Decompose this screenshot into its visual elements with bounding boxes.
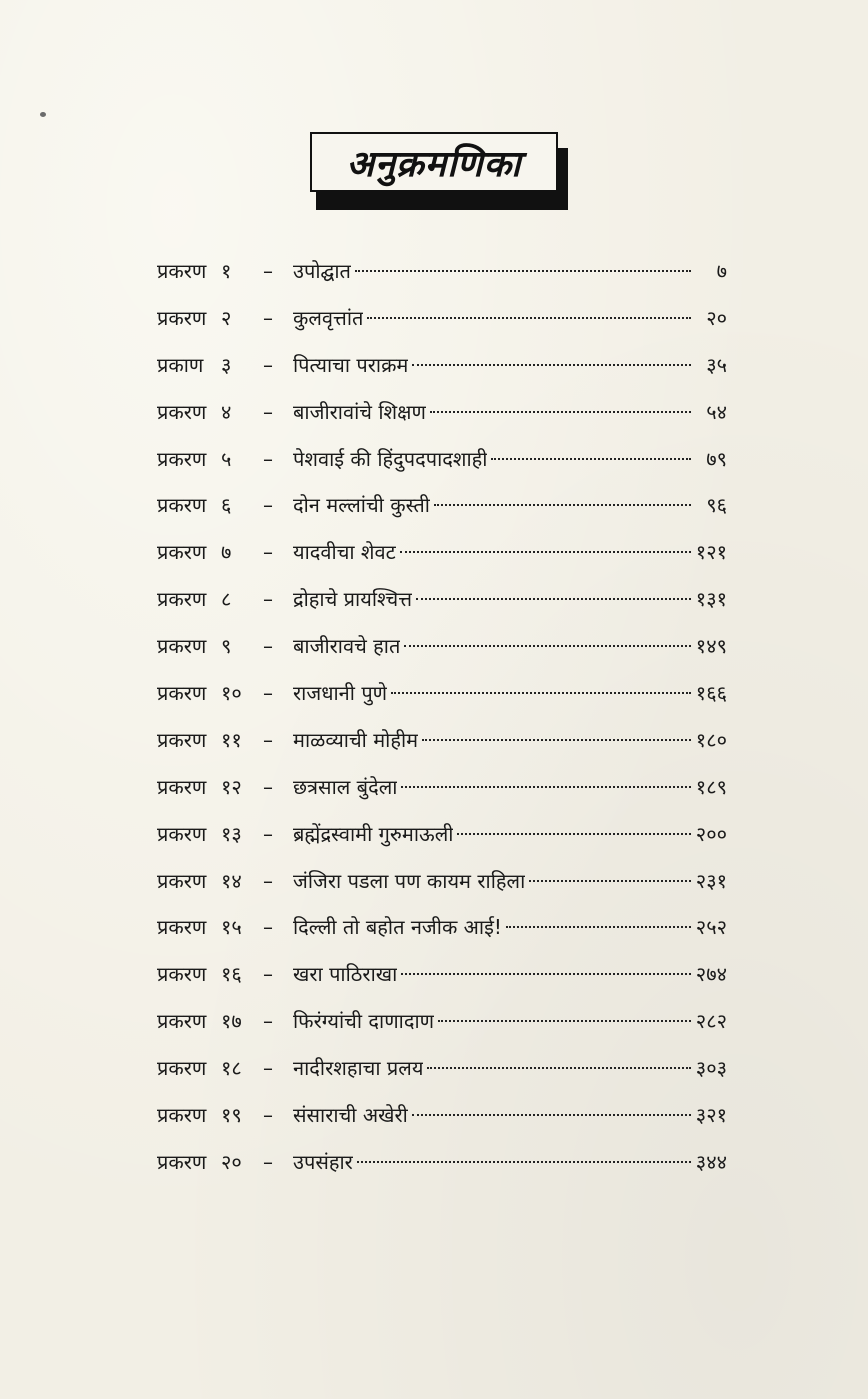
chapter-number: ७	[221, 540, 232, 565]
chapter-title: दिल्ली तो बहोत नजीक आई!	[293, 915, 502, 940]
chapter-dash: –	[263, 352, 273, 377]
leader-dots	[430, 411, 691, 413]
chapter-number: १६	[221, 962, 242, 987]
page-number: २७४	[695, 962, 727, 987]
chapter-number: १५	[221, 915, 242, 940]
leader-dots	[401, 973, 691, 975]
chapter-label	[157, 725, 293, 755]
chapter-label	[157, 866, 293, 896]
chapter-prefix: प्रकरण	[157, 1009, 207, 1034]
chapter-prefix: प्रकरण	[157, 681, 207, 706]
toc-entry	[157, 256, 727, 303]
chapter-title: कुलवृत्तांत	[293, 305, 364, 330]
chapter-number: १९	[221, 1103, 242, 1128]
chapter-title: बाजीरावांचे शिक्षण	[293, 399, 426, 424]
chapter-title: बाजीरावचे हात	[293, 634, 401, 659]
chapter-prefix: प्रकरण	[157, 774, 207, 799]
toc-entry	[157, 631, 727, 678]
chapter-label	[157, 1053, 293, 1083]
chapter-prefix: प्रकरण	[157, 1149, 207, 1174]
page-number: २००	[695, 821, 727, 846]
toc-entry	[157, 490, 727, 537]
chapter-prefix: प्रकाण	[157, 352, 204, 377]
chapter-dash: –	[263, 1056, 273, 1081]
toc-entry	[157, 1006, 727, 1053]
page-number: ३०३	[695, 1056, 727, 1081]
chapter-prefix: प्रकरण	[157, 1056, 207, 1081]
leader-dots	[401, 786, 691, 788]
chapter-label	[157, 912, 293, 942]
page-number: ५४	[706, 399, 727, 424]
chapter-title: पेशवाई की हिंदुपदपादशाही	[293, 446, 488, 471]
chapter-number: ६	[221, 493, 232, 518]
chapter-label	[157, 350, 293, 380]
chapter-prefix: प्रकरण	[157, 540, 207, 565]
toc-entry	[157, 678, 727, 725]
chapter-number: ८	[221, 587, 232, 612]
chapter-dash: –	[263, 399, 273, 424]
chapter-label	[157, 1006, 293, 1036]
chapter-number: १४	[221, 868, 242, 893]
chapter-label	[157, 678, 293, 708]
toc-entry	[157, 444, 727, 491]
toc-entry	[157, 397, 727, 444]
chapter-title: छत्रसाल बुंदेला	[293, 774, 398, 799]
chapter-number: ५	[221, 446, 232, 471]
chapter-number: १	[221, 259, 232, 283]
leader-dots	[457, 833, 691, 835]
chapter-prefix: प्रकरण	[157, 821, 207, 846]
chapter-prefix: प्रकरण	[157, 259, 207, 283]
chapter-dash: –	[263, 587, 273, 612]
chapter-title: दोन मल्लांची कुस्ती	[293, 493, 430, 518]
chapter-number: २०	[221, 1149, 242, 1174]
page-number: १३१	[695, 587, 727, 612]
chapter-title: उपोद्घात	[293, 259, 351, 283]
page-number: ९६	[706, 493, 727, 518]
chapter-prefix: प्रकरण	[157, 399, 207, 424]
leader-dots	[491, 458, 691, 460]
chapter-dash: –	[263, 681, 273, 706]
chapter-number: २	[221, 305, 232, 330]
chapter-title: पित्याचा पराक्रम	[293, 352, 409, 377]
chapter-dash: –	[263, 868, 273, 893]
chapter-label	[157, 631, 293, 661]
leader-dots	[427, 1067, 691, 1069]
chapter-title: नादीरशहाचा प्रलय	[293, 1056, 424, 1081]
toc-entry	[157, 866, 727, 913]
chapter-number: ३	[221, 352, 232, 377]
chapter-label	[157, 772, 293, 802]
chapter-prefix: प्रकरण	[157, 868, 207, 893]
leader-dots	[438, 1020, 691, 1022]
toc-entry	[157, 959, 727, 1006]
chapter-dash: –	[263, 1009, 273, 1034]
toc-entry	[157, 537, 727, 584]
leader-dots	[506, 926, 691, 928]
chapter-prefix: प्रकरण	[157, 493, 207, 518]
leader-dots	[412, 1114, 691, 1116]
page-number: १८९	[695, 774, 727, 799]
leader-dots	[422, 739, 691, 741]
chapter-dash: –	[263, 962, 273, 987]
chapter-dash: –	[263, 634, 273, 659]
chapter-dash: –	[263, 1103, 273, 1128]
chapter-label	[157, 444, 293, 474]
chapter-label	[157, 303, 293, 333]
toc-entry	[157, 819, 727, 866]
page-number: ७	[716, 259, 727, 283]
chapter-dash: –	[263, 540, 273, 565]
leader-dots	[367, 317, 691, 319]
chapter-label	[157, 1100, 293, 1130]
chapter-title: द्रोहाचे प्रायश्चित्त	[293, 587, 413, 612]
page-number: ७९	[706, 446, 727, 471]
chapter-prefix: प्रकरण	[157, 915, 207, 940]
page-number: २८२	[695, 1009, 727, 1034]
leader-dots	[355, 270, 691, 272]
toc-entry	[157, 725, 727, 772]
toc-entry	[157, 772, 727, 819]
chapter-number: ४	[221, 399, 232, 424]
title-block	[310, 132, 568, 210]
chapter-prefix: प्रकरण	[157, 446, 207, 471]
chapter-title: उपसंहार	[293, 1149, 353, 1174]
table-of-contents	[157, 256, 727, 1194]
chapter-number: १३	[221, 821, 242, 846]
toc-entry	[157, 1100, 727, 1147]
page-number: २३१	[695, 868, 727, 893]
chapter-label	[157, 490, 293, 520]
toc-entry	[157, 1053, 727, 1100]
chapter-title: जंजिरा पडला पण कायम राहिला	[293, 868, 526, 893]
leader-dots	[529, 880, 691, 882]
toc-entry	[157, 584, 727, 631]
leader-dots	[412, 364, 691, 366]
toc-entry	[157, 350, 727, 397]
chapter-prefix: प्रकरण	[157, 587, 207, 612]
title-box	[310, 132, 558, 192]
leader-dots	[357, 1161, 691, 1163]
chapter-number: ११	[221, 727, 242, 752]
chapter-prefix: प्रकरण	[157, 305, 207, 330]
toc-entry	[157, 912, 727, 959]
chapter-label	[157, 959, 293, 989]
page-number: १८०	[695, 727, 727, 752]
chapter-prefix: प्रकरण	[157, 634, 207, 659]
chapter-dash: –	[263, 727, 273, 752]
chapter-title: खरा पाठिराखा	[293, 962, 398, 987]
chapter-label	[157, 1147, 293, 1177]
leader-dots	[400, 551, 691, 553]
chapter-title: फिरंग्यांची दाणादाण	[293, 1009, 435, 1034]
page-number: २०	[706, 305, 727, 330]
page-title: अनुक्रमणिका	[346, 143, 522, 185]
chapter-prefix: प्रकरण	[157, 727, 207, 752]
chapter-number: १८	[221, 1056, 242, 1081]
chapter-label	[157, 397, 293, 427]
page-number: ३४४	[695, 1149, 727, 1174]
page-number: २५२	[695, 915, 727, 940]
chapter-number: १२	[221, 774, 242, 799]
page-number: ३२१	[695, 1103, 727, 1128]
chapter-title: राजधानी पुणे	[293, 681, 388, 706]
chapter-prefix: प्रकरण	[157, 1103, 207, 1128]
page-number: १२१	[695, 540, 727, 565]
chapter-dash: –	[263, 821, 273, 846]
chapter-label	[157, 256, 293, 286]
chapter-title: संसाराची अखेरी	[293, 1103, 408, 1128]
chapter-label	[157, 537, 293, 567]
chapter-title: यादवीचा शेवट	[293, 540, 396, 565]
chapter-number: १७	[221, 1009, 242, 1034]
page-number: १६६	[695, 681, 727, 706]
chapter-title: माळव्याची मोहीम	[293, 727, 419, 752]
leader-dots	[391, 692, 691, 694]
leader-dots	[404, 645, 691, 647]
chapter-dash: –	[263, 774, 273, 799]
chapter-prefix: प्रकरण	[157, 962, 207, 987]
toc-entry	[157, 303, 727, 350]
chapter-label	[157, 819, 293, 849]
leader-dots	[416, 598, 691, 600]
page-number: १४९	[695, 634, 727, 659]
ink-speck	[40, 112, 46, 117]
page-number: ३५	[706, 352, 727, 377]
chapter-dash: –	[263, 493, 273, 518]
chapter-dash: –	[263, 915, 273, 940]
chapter-label	[157, 584, 293, 614]
chapter-dash: –	[263, 446, 273, 471]
leader-dots	[434, 504, 691, 506]
chapter-number: ९	[221, 634, 232, 659]
chapter-title: ब्रह्मेंद्रस्वामी गुरुमाऊली	[293, 821, 454, 846]
chapter-dash: –	[263, 305, 273, 330]
chapter-number: १०	[221, 681, 242, 706]
chapter-dash: –	[263, 1149, 273, 1174]
chapter-dash: –	[263, 259, 273, 283]
toc-entry	[157, 1147, 727, 1194]
